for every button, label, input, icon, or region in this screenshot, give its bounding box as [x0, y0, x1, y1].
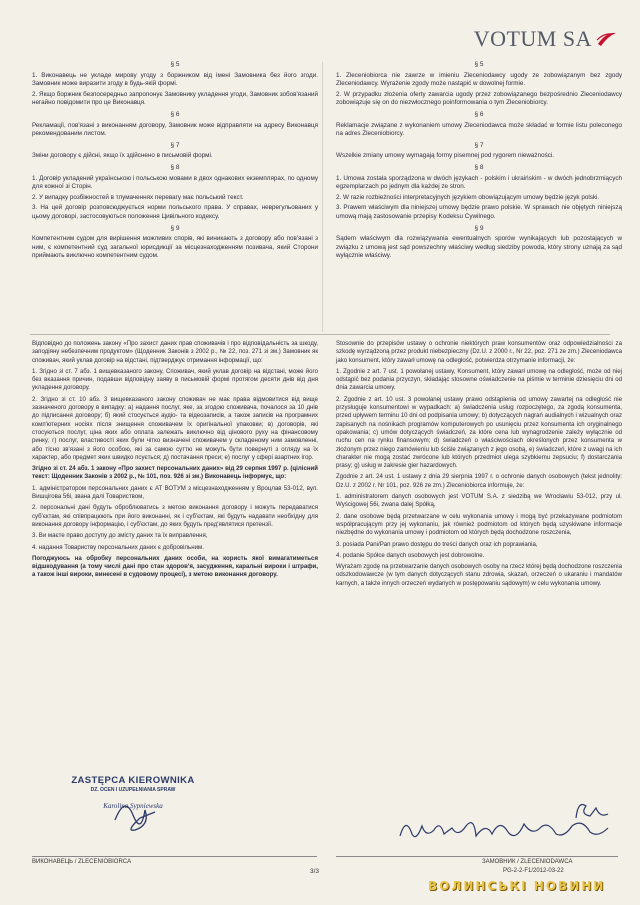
stamp-title: ZASTĘPCA KIEROWNIKA [71, 775, 195, 786]
clause-paragraph: 3. На цей договір розповсюджується норми польського права. У справах, неврегульованих у цьому договорі, застосовуються положення Цивільного кодексу. [32, 204, 318, 220]
section-heading: § 6 [474, 110, 484, 118]
info-paragraph: Zgodnie z art. 24 ust. 1 ustawy z dnia 29 sierpnia 1997 r. o ochronie danych osobowych (tekst jednolity: Dz.U. z 2002 r. Nr 101, poz. 926 ze zm.) Zleceniobiorca informuje, że: [336, 473, 622, 489]
info-paragraph: 3. Ви маєте право доступу до змісту даних та їх виправлення, [32, 532, 208, 540]
ukrainian-consumer-info [32, 340, 318, 583]
info-paragraph: Погоджуюсь на обробку персональних даних особи, на користь якої вимагатиметься відшкодування (а тому числі дані про стан здоров'я, засудження, каральні вироки і штрафи, а також інші вироки, винесені в судовому процесі), з метою виконання договору. [32, 554, 318, 579]
client-label: ЗАМОВНИК / ZLECENIODAWCA [482, 859, 573, 865]
info-paragraph: 2. персональні дані будуть оброблюватись з метою виконання договору і можуть передаватися суб'єктам, які співпрацюють при його виконанні, як і суб'єктам, які будуть надавати необхідну для виконання договору інформацію, і суб'єктам, до яких будуть пред'являтися претензії. [32, 504, 318, 528]
clause-paragraph: 1. Виконавець не укладе мирову угоду з боржником від імені Замовника без його згоди. Замовник може виразити згоду в будь-якій формі. [32, 71, 318, 88]
section-heading: § 5 [170, 61, 180, 68]
clause-paragraph: Wszelkie zmiany umowy wymagają formy pisemnej pod rygorem nieważności. [336, 152, 555, 160]
clause-paragraph: Компетентним судом для вирішення можливих спорів, які виникають з договору або пов'язані з ним, є компетентний суд загальної юрисдикції за місцезнаходженням позивача, який Сторони приймають виключно компетентним судом. [32, 235, 318, 260]
watermark: ВОЛИНСЬКІ НОВИНИ [428, 879, 606, 893]
document-id: PG-2-2-F1/2012-03-22 [503, 868, 564, 874]
ukrainian-clauses [32, 58, 318, 263]
stamp-name: Karolina Sypniewska [103, 802, 163, 810]
clause-paragraph: 2. У випадку розбіжностей в тлумаченнях перевагу має польський текст. [32, 193, 244, 201]
votum-logo [474, 26, 618, 52]
clause-paragraph: 2. W razie rozbieżności interpretacyjnych językiem obowiązującym umowy będzie język polski. [336, 193, 600, 201]
info-paragraph: 1. Zgodnie z art. 7 ust. 1 powołanej ustawy, Konsument, który zawarł umowę na odległość, może od niej odstąpić bez podania przyczyn, składając stosowne oświadczenie na piśmie w terminie dziesięciu dni od dnia zawarcia umowy. [336, 367, 622, 392]
info-paragraph: 2. Згідно зі ст. 10 абз. 3 вищевказаного закону споживач не має права відмовитися від вище зазначеного договору в випадку: а) надання послуг, яке, за згодою споживача, почалося за 10 днів до підписання договору; б) який стосується аудіо- та відеозаписів, а також записів на програмних комп'ютерних носіях після знищення споживачем їх оригінальної упаковки; в) договорів, які стосуються послуг, ціна яких або оплата залежать виключно від цінового руху на фінансовому ринку; г) послуг, властивості яких були чітко визначені споживачем у складеному ним замовленні, або тісно зв'язані з його особою, які за самою суттю не можуть бути повернуті з огляду на їх характер, або предмет яких швидко псується; д) постачання преси; е) послуг у сфері азартних ігор. [32, 395, 318, 461]
info-paragraph: 3. posiada Pani/Pan prawo dostępu do treści danych oraz ich poprawiania, [336, 540, 538, 548]
page-number: 3/3 [310, 868, 320, 875]
clause-paragraph: 2. W przypadku złożenia oferty zawarcia ugody przez zobowiązanego bezpośrednio Zleceniodawcy zobowiązuje się on do niezwłocznego poinformowania o tym Zleceniobiorcy. [336, 90, 622, 107]
column-divider [322, 62, 323, 332]
info-paragraph: Wyrażam zgodę na przetwarzanie danych osobowych osoby na rzecz której będą dochodzone roszczenia odszkodowawcze (w tym danych dotyczących stanu zdrowia, skazań, orzeczeń o ukaraniu i mandatów karnych, a także innych orzeczeń wydanych w postępowaniu sądowym) w celu wykonania umowy. [336, 563, 622, 587]
info-paragraph: 2. dane osobowe będą przetwarzane w celu wykonania umowy i mogą być przekazywane podmiotom współpracującym przy jej wykonaniu, jak również podmiotom od których będą uzyskiwane informacje niezbędne do wykonania umowy i podmiotom od których będą dochodzone roszczenia, [336, 512, 622, 537]
info-paragraph: 1. адміністратором персональних даних є АТ ВОТУМ з місцезнаходженням у Вроцлав 53-012, вул. Вишцігова 56і, звана далі Товариством, [32, 484, 318, 501]
client-initials-signature [572, 796, 612, 826]
contractor-signature-line [32, 856, 317, 857]
clause-paragraph: 1. Umowa została sporządzona w dwóch językach - polskim i ukraińskim - w dwóch jednobrzmiących egzemplarzach po jednym dla każdej ze stron. [336, 174, 622, 191]
clause-paragraph: Sądem właściwym dla rozwiązywania ewentualnych sporów wynikających lub pozostających w związku z umową jest sąd powszechny właściwy według siedziby powoda, który strony uznają za sąd wyłącznie właściwy. [336, 235, 622, 260]
info-paragraph: Stosownie do przepisów ustawy o ochronie niektórych praw konsumentów oraz odpowiedzialności za szkodę wyrządzoną przez produkt niebezpieczny (Dz.U. z 2000 r., Nr 22, poz. 271 ze zm.) Zleceniodawca jako konsument, który zawarł umowę na odległość, potwierdza otrzymanie informacji, że: [336, 340, 622, 364]
clause-paragraph: Рекламації, пов'язані з виконанням договору, Замовник може відправляти на адресу Виконавця рекомендованим листом. [32, 121, 318, 138]
polish-consumer-info [336, 340, 622, 591]
section-heading: § 7 [474, 141, 484, 149]
clause-paragraph: 2. Якщо боржник безпосередньо запропонує Замовнику укладення угоди, Замовник зобов'язаний негайно повідомити про це Виконавця. [32, 90, 318, 107]
info-paragraph: 2. Zgodnie z art. 10 ust. 3 powołanej ustawy prawo odstąpienia od umowy zawartej na odległość nie przysługuje konsumentowi w wypadkach: a) świadczenia usług rozpoczętego, za zgodą konsumenta, przed upływem terminu 10 dni od podpisania umowy; b) dotyczących nagrań audialnych i wizualnych oraz zapisanych na nośnikach programów komputerowych po usunięciu przez konsumenta ich oryginalnego opakowania; c) umów dotyczących świadczeń, za które cena lub wynagrodzenie zależy wyłącznie od ruchu cen na rynku finansowym; d) świadczeń o właściwościach określonych przez konsumenta w złożonym przez niego zamówieniu lub ściśle związanych z jego osobą, e) świadczeń, które z uwagi na ich charakter nie mogą zostać zwrócone lub których przedmiot ulega szybkiemu zepsuciu; f) dostarczania prasy; g) usług w zakresie gier hazardowych. [336, 395, 622, 470]
info-paragraph: 1. Згідно зі ст. 7 абз. 1 вищевказаного закону, Споживач, який уклав договір на відстані, може його без вказання причин, подавши відповідну заяву в письмовій формі протягом десяти днів від дня укладення договору. [32, 367, 318, 392]
clause-paragraph: 3. Prawem właściwym dla niniejszej umowy będzie prawo polskie. W sprawach nie objętych niniejszą umową mają zastosowanie przepisy Kodeksu Cywilnego. [336, 204, 622, 220]
clause-paragraph: 1. Zleceniobiorca nie zawrze w imieniu Zleceniodawcy ugody ze zobowiązanym bez zgody Zleceniodawcy. Wyrażenie zgody może nastąpić w dowolnej formie. [336, 71, 622, 88]
info-paragraph: 4. надання Товариству персональних даних є добровільним. [32, 543, 204, 551]
polish-clauses [336, 58, 622, 263]
section-divider [30, 334, 610, 335]
logo-swoosh-icon [596, 30, 618, 48]
clause-paragraph: 1. Договір укладений українською і польською мовами в двох однакових екземплярах, по одному для кожної зі Сторін. [32, 174, 318, 191]
info-paragraph: Згідно зі ст. 24 абз. 1 закону «Про захист персональних даних» від 29 серпня 1997 р. (цілісний текст: Щоденник Законів з 2002 р., № 101, поз. 926 зі зм.) Виконавець інформує, що: [32, 465, 318, 481]
section-heading: § 6 [170, 110, 180, 118]
section-heading: § 8 [474, 163, 484, 171]
logo-text: VOTUM SA [473, 26, 592, 51]
section-heading: § 9 [170, 224, 180, 232]
section-heading: § 7 [170, 141, 180, 149]
section-heading: § 9 [474, 224, 484, 232]
section-heading: § 8 [170, 163, 180, 171]
clause-paragraph: Reklamacje związane z wykonaniem umowy Zleceniodawca może składać w formie listu poleconego na adres Zleceniobiorcy. [336, 121, 622, 138]
client-signature-line [336, 856, 618, 857]
clause-paragraph: Зміни договору є дійсні, якщо їх здійснено в письмовій формі. [32, 152, 213, 160]
contractor-signature [105, 790, 175, 835]
info-paragraph: Відповідно до положень закону «Про захист даних прав споживачів і про відповідальність за шкоду, заподіяну небезпечним продуктом» (Щоденник Законів з 2002 р., № 22, поз. 271 зі зм.) Замовник як споживач, який уклав договір на відстані, підтверджує отримання інформації, що: [32, 340, 318, 364]
section-heading: § 5 [474, 61, 484, 68]
info-paragraph: 1. administratorem danych osobowych jest VOTUM S.A. z siedzibą we Wrocławiu 53-012, przy ul. Wyścigowej 56i, zwana dalej Spółką, [336, 493, 622, 509]
contractor-label: ВИКОНАВЕЦЬ / ZLECENIOBIORCA [32, 859, 132, 865]
info-paragraph: 4. podanie Spółce danych osobowych jest dobrowolne. [336, 551, 485, 559]
stamp-subtitle: DZ. OCEN I UZUPEŁNIANIA SPRAW [90, 787, 176, 793]
